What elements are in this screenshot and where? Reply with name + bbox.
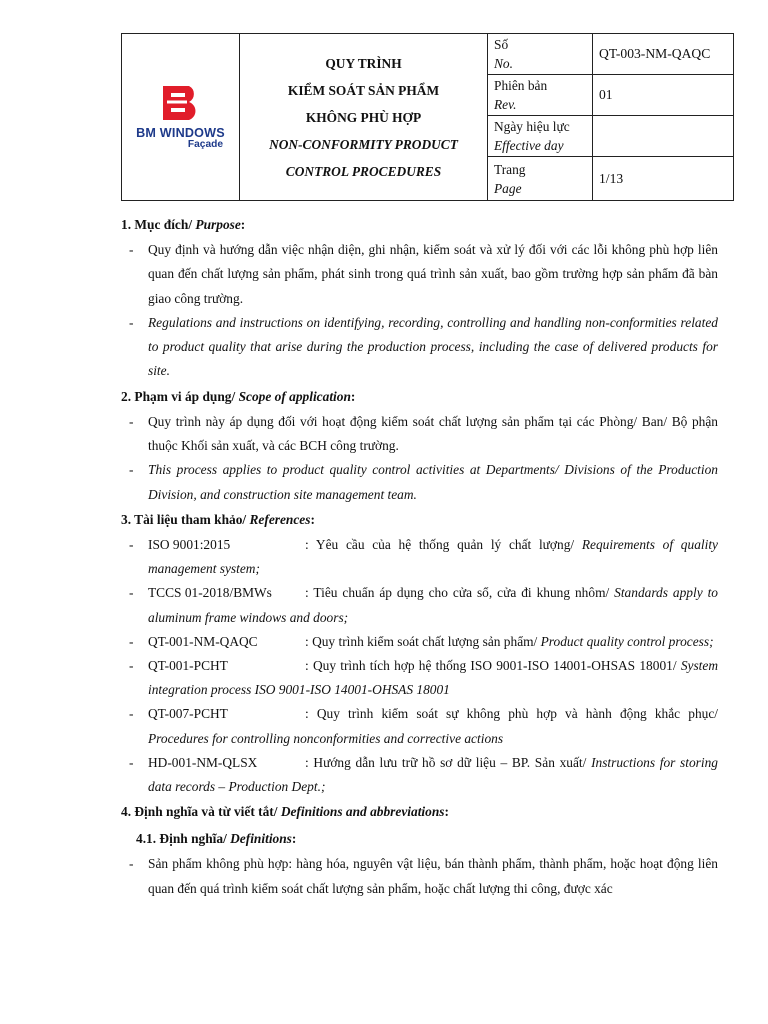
- subsection-heading-definitions: 4.1. Định nghĩa/ Definitions:: [136, 831, 297, 847]
- doc-number-value: QT-003-NM-QAQC: [593, 34, 734, 75]
- title-line-3: KHÔNG PHÙ HỢP: [305, 109, 422, 125]
- section-heading-references: 3. Tài liệu tham khảo/ References:: [121, 511, 315, 527]
- title-line-2: KIỂM SOÁT SẢN PHẨM: [287, 82, 440, 98]
- logo-cell: [122, 34, 240, 201]
- paragraph: - Sản phẩm không phù hợp: hàng hóa, nguyên vật liệu, bán thành phẩm, thành phẩm, hoặc hoạt động liên quan đến quá trình kiểm soát chất lượng sản phẩm, hoặc chất lượng thi công, được xác: [129, 856, 718, 896]
- reference-code: HD-001-NM-QLSX: [148, 754, 258, 770]
- paragraph: - Quy định và hướng dẫn việc nhận diện, ghi nhận, kiểm soát và xử lý đối với các lỗi không phù hợp liên quan đến chất lượng sản phẩm, phát sinh trong quá trình sản xuất, bao gồm trường hợp sản phẩm đã bàn giao công trường.: [129, 242, 718, 306]
- reference-item: - ISO 9001:2015 : Yêu cầu của hệ thống quản lý chất lượng/ Requirements of quality management system;: [121, 533, 718, 581]
- reference-code: QT-007-PCHT: [148, 706, 228, 722]
- paragraph-en: - Regulations and instructions on identifying, recording, controlling and handling non-conformities related to product quality that arise during the production process, including the case of delivered products for site.: [129, 314, 718, 379]
- document-title-cell: [240, 34, 488, 201]
- page-value: 1/13: [593, 157, 734, 201]
- effective-day-value: [593, 116, 734, 157]
- title-line-1: QUY TRÌNH: [325, 55, 402, 71]
- revision-value: 01: [593, 75, 734, 116]
- section-heading-scope: 2. Phạm vi áp dụng/ Scope of application:: [121, 388, 356, 404]
- reference-code: QT-001-PCHT: [148, 657, 228, 673]
- reference-code: ISO 9001:2015: [148, 536, 231, 552]
- reference-item: - HD-001-NM-QLSX : Hướng dẫn lưu trữ hồ sơ dữ liệu – BP. Sản xuất/ Instructions for storing data records – Production Dept.;: [121, 751, 718, 799]
- title-en-line-1: NON-CONFORMITY PRODUCT: [269, 136, 458, 152]
- revision-label: Phiên bản Rev.: [488, 75, 593, 116]
- document-header-table: [121, 33, 734, 201]
- paragraph: - Quy trình này áp dụng đối với hoạt động kiểm soát chất lượng sản phẩm tại các Phòng/ Ban/ Bộ phận thuộc Khối sản xuất, và các BCH công trường.: [129, 413, 718, 454]
- reference-code: QT-001-NM-QAQC: [148, 633, 258, 649]
- section-heading-definitions: 4. Định nghĩa và từ viết tắt/ Definitions and abbreviations:: [121, 804, 449, 820]
- reference-code: TCCS 01-2018/BMWs: [148, 585, 272, 601]
- paragraph-en: - This process applies to product quality control activities at Departments/ Divisions of the Production Division, and construction site management team.: [129, 462, 718, 502]
- reference-item: - TCCS 01-2018/BMWs : Tiêu chuẩn áp dụng cho cửa sổ, cửa đi khung nhôm/ Standards apply to aluminum frame windows and doors;: [121, 581, 718, 629]
- reference-item: - QT-001-PCHT : Quy trình tích hợp hệ thống ISO 9001-ISO 14001-OHSAS 18001/ System integration process ISO 9001-ISO 14001-OHSAS 18001: [121, 654, 718, 702]
- bm-logo-icon: [161, 84, 201, 122]
- logo-brand-text: BM WINDOWS: [136, 126, 225, 140]
- company-logo: [128, 84, 233, 150]
- page-label: Trang Page: [488, 157, 593, 201]
- section-heading-purpose: 1. Mục đích/ Purpose:: [121, 217, 246, 232]
- effective-day-label: Ngày hiệu lực Effective day: [488, 116, 593, 157]
- title-en-line-2: CONTROL PROCEDURES: [285, 163, 442, 179]
- logo-sub-text: Façade: [187, 139, 223, 150]
- document-body: [121, 212, 718, 901]
- reference-item: - QT-007-PCHT : Quy trình kiểm soát sự không phù hợp và hành động khắc phục/ Procedures for controlling nonconformities and corrective actions: [121, 702, 718, 750]
- doc-number-label: Số No.: [488, 34, 593, 75]
- reference-item: - QT-001-NM-QAQC : Quy trình kiểm soát chất lượng sản phẩm/ Product quality control process;: [121, 630, 718, 654]
